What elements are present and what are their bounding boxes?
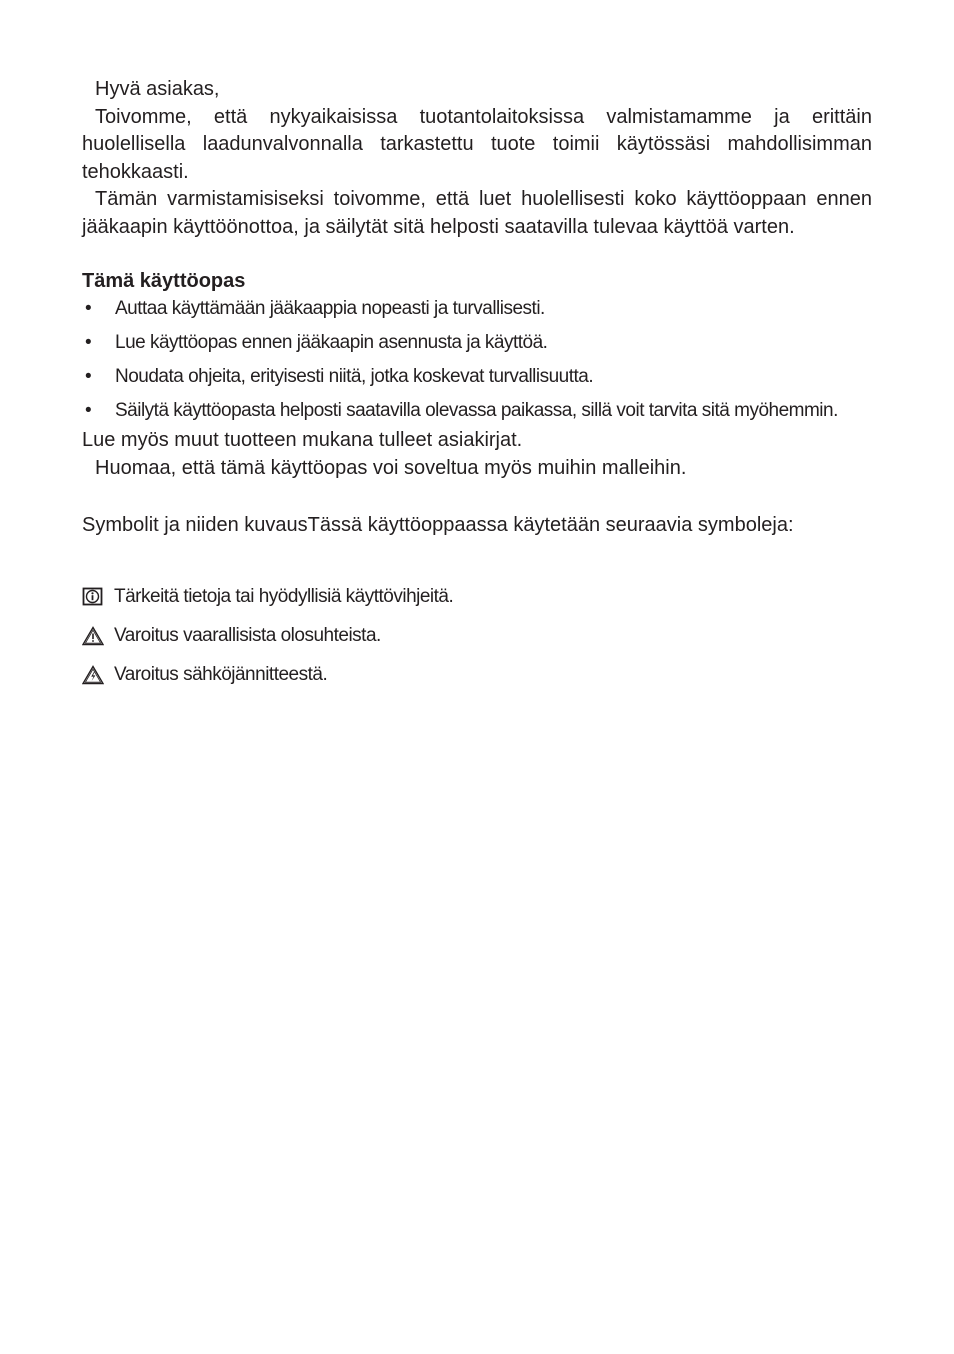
symbols-intro: Symbolit ja niiden kuvausTässä käyttöoppaassa käytetään seuraavia symboleja: [82, 514, 794, 536]
symbol-item-electric [82, 661, 872, 689]
info-icon [82, 587, 104, 607]
note-other-models: Huomaa, että tämä käyttöopas voi soveltua myös muihin malleihin. [95, 456, 687, 479]
symbol-item-text: Varoitus sähköjännitteestä. [114, 664, 328, 685]
symbol-list [82, 583, 872, 689]
symbol-item-text: Tärkeitä tietoja tai hyödyllisiä käyttövihjeitä. [114, 586, 454, 607]
greeting: Hyvä asiakas, [95, 78, 220, 100]
bullet-glyph: • [85, 298, 92, 319]
bullet-glyph: • [85, 332, 92, 353]
bullet-glyph: • [85, 400, 92, 421]
list-item [82, 397, 872, 425]
list-item-text: Auttaa käyttämään jääkaappia nopeasti ja turvallisesti. [115, 298, 545, 319]
intro-paragraph-2: Tämän varmistamisiseksi toivomme, että luet huolellisesti koko käyttöoppaan ennen jääkaapin käyttöönottoa, ja säilytät sitä helposti saatavilla tulevaa käyttöä varten. [82, 188, 872, 238]
list-item [82, 363, 872, 391]
note-other-documents: Lue myös muut tuotteen mukana tulleet asiakirjat. [82, 429, 523, 451]
symbol-item-info [82, 583, 872, 611]
list-item [82, 329, 872, 357]
guide-bullet-list [82, 295, 872, 425]
document-page [82, 76, 872, 700]
symbol-item-warning [82, 622, 872, 650]
list-item-text: Noudata ohjeita, erityisesti niitä, jotka koskevat turvallisuutta. [115, 366, 594, 387]
list-item [82, 295, 872, 323]
intro-paragraph-1: Toivomme, että nykyaikaisissa tuotantolaitoksissa valmistamamme ja erittäin huolellisella laadunvalvonnalla tarkastettu tuote toimii käytössäsi mahdollisimman tehokkaasti. [82, 105, 872, 183]
list-item-text: Säilytä käyttöopasta helposti saatavilla olevassa paikassa, sillä voit tarvita sitä myöhemmin. [115, 400, 838, 421]
warning-triangle-icon [82, 626, 104, 646]
section-heading: Tämä käyttöopas [82, 270, 246, 292]
bullet-glyph: • [85, 366, 92, 387]
electric-hazard-icon [82, 665, 104, 685]
symbol-item-text: Varoitus vaarallisista olosuhteista. [114, 625, 381, 646]
list-item-text: Lue käyttöopas ennen jääkaapin asennusta ja käyttöä. [115, 332, 548, 353]
